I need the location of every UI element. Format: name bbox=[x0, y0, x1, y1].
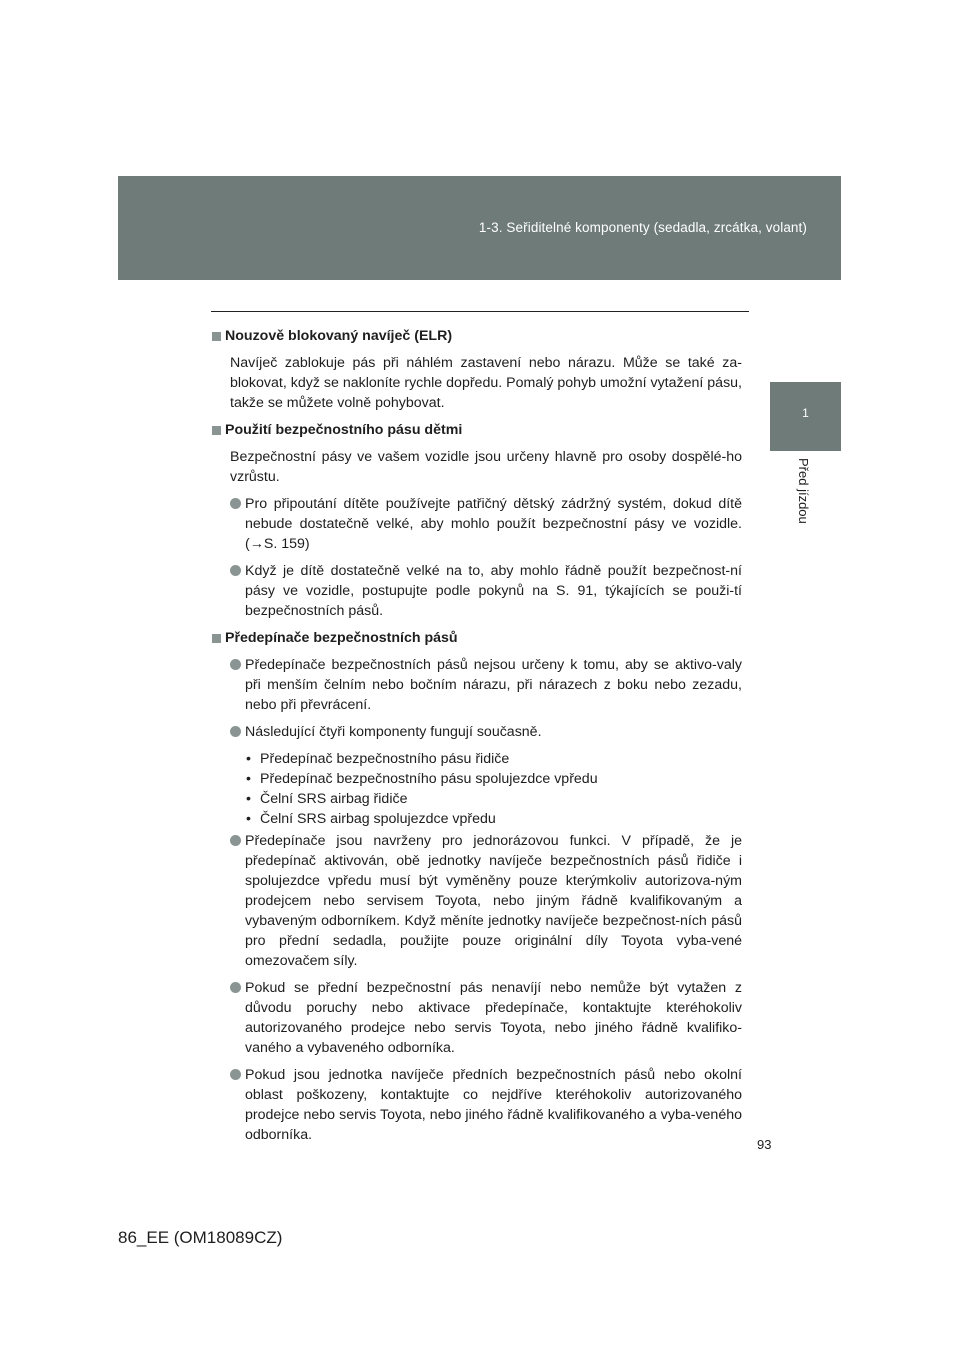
bullet-text: Předepínače bezpečnostních pásů nejsou určeny k tomu, aby se aktivo-valy při menším čelním nebo bočním nárazu, při nárazech z boku nebo zezadu, nebo při převrácení. bbox=[245, 657, 742, 713]
list-item bbox=[246, 789, 742, 809]
square-bullet-icon bbox=[212, 426, 221, 435]
heading-text: Nouzově blokovaný navíječ (ELR) bbox=[225, 328, 453, 344]
small-bullet-icon: • bbox=[246, 751, 251, 767]
list-item bbox=[246, 809, 742, 829]
page-number: 93 bbox=[757, 1137, 772, 1152]
bullet-text: Když je dítě dostatečně velké na to, aby mohlo řádně použít bezpečnost-ní pásy ve vozidle, postupujte podle pokynů na S. 91, týkajících se použi-tí bezpečnostních pásů. bbox=[245, 563, 742, 619]
small-bullet-icon: • bbox=[246, 791, 251, 807]
chapter-label: Před jízdou bbox=[796, 458, 811, 524]
bullet-item bbox=[230, 1065, 742, 1145]
chapter-tab bbox=[770, 382, 841, 451]
square-bullet-icon bbox=[212, 332, 221, 341]
section-heading bbox=[212, 628, 742, 648]
bullet-text: Předepínače jsou navrženy pro jednorázovou funkci. V případě, že je předepínač aktivován, obě jednotky navíječe bezpečnostních pásů řidiče i spolujezdce vpředu musí být vyměněny pouze kterýmkoliv autorizova-ným prodejcem nebo servisem Toyota, nebo jiným řádně kvalifikovaným a vybaveným odborníkem. Když měníte jednotky navíječe bezpečnost-ních pásů pro přední sedadla, použijte pouze originální díly Toyota vyba-vené omezovačem síly. bbox=[245, 833, 742, 969]
top-divider bbox=[211, 311, 749, 312]
round-bullet-icon bbox=[230, 659, 241, 670]
bullet-text: Pokud jsou jednotka navíječe předních bezpečnostních pásů nebo okolní oblast poškozeny, kontaktujte co nejdříve kteréhokoliv autorizovaného prodejce nebo servis Toyota, nebo jiného řádně kvalifikovaného a vyba-veného odborníka. bbox=[245, 1067, 742, 1143]
bullet-item bbox=[230, 561, 742, 621]
small-bullet-icon: • bbox=[246, 771, 251, 787]
paragraph: Bezpečnostní pásy ve vašem vozidle jsou určeny hlavně pro osoby dospělé-ho vzrůstu. bbox=[230, 449, 742, 485]
round-bullet-icon bbox=[230, 835, 241, 846]
bullet-item bbox=[230, 722, 742, 742]
round-bullet-icon bbox=[230, 565, 241, 576]
bullet-item bbox=[230, 494, 742, 554]
document-code: 86_EE (OM18089CZ) bbox=[118, 1228, 283, 1247]
list-item-text: Čelní SRS airbag řidiče bbox=[260, 791, 408, 807]
bullet-text: Pokud se přední bezpečnostní pás nenavíjí nebo nemůže být vytažen z důvodu poruchy nebo aktivace předepínače, kontaktujte kteréhokoliv autorizovaného prodejce nebo servis Toyota, nebo jiného řádně kvalifiko-vaného a vybaveného odborníka. bbox=[245, 980, 742, 1056]
bullet-text: Pro připoutání dítěte používejte patřičný dětský zádržný systém, dokud dítě nebude dostatečně velké, aby mohlo použít bezpečnostní pásy ve vozidle. (→S. 159) bbox=[245, 496, 742, 552]
round-bullet-icon bbox=[230, 1069, 241, 1080]
page-content bbox=[212, 326, 742, 1152]
list-item-text: Předepínač bezpečnostního pásu řidiče bbox=[260, 751, 510, 767]
section-heading bbox=[212, 326, 742, 346]
list-item bbox=[246, 769, 742, 789]
heading-text: Předepínače bezpečnostních pásů bbox=[225, 630, 458, 646]
round-bullet-icon bbox=[230, 726, 241, 737]
square-bullet-icon bbox=[212, 634, 221, 643]
round-bullet-icon bbox=[230, 498, 241, 509]
list-item bbox=[246, 749, 742, 769]
small-bullet-icon: • bbox=[246, 811, 251, 827]
component-list bbox=[246, 749, 742, 829]
header-band bbox=[118, 176, 841, 280]
heading-text: Použití bezpečnostního pásu dětmi bbox=[225, 422, 463, 438]
bullet-item bbox=[230, 978, 742, 1058]
section-heading bbox=[212, 420, 742, 440]
section-title: 1-3. Seřiditelné komponenty (sedadla, zrcátka, volant) bbox=[478, 220, 807, 235]
list-item-text: Předepínač bezpečnostního pásu spolujezdce vpředu bbox=[260, 771, 598, 787]
round-bullet-icon bbox=[230, 982, 241, 993]
bullet-item bbox=[230, 655, 742, 715]
bullet-item bbox=[230, 831, 742, 971]
paragraph: Navíječ zablokuje pás při náhlém zastavení nebo nárazu. Může se také za-blokovat, když se nakloníte rychle dopředu. Pomalý pohyb umožní vytažení pásu, takže se můžete volně pohybovat. bbox=[230, 355, 742, 411]
list-item-text: Čelní SRS airbag spolujezdce vpředu bbox=[260, 811, 496, 827]
bullet-text: Následující čtyři komponenty fungují současně. bbox=[245, 724, 542, 740]
chapter-number: 1 bbox=[802, 406, 809, 420]
